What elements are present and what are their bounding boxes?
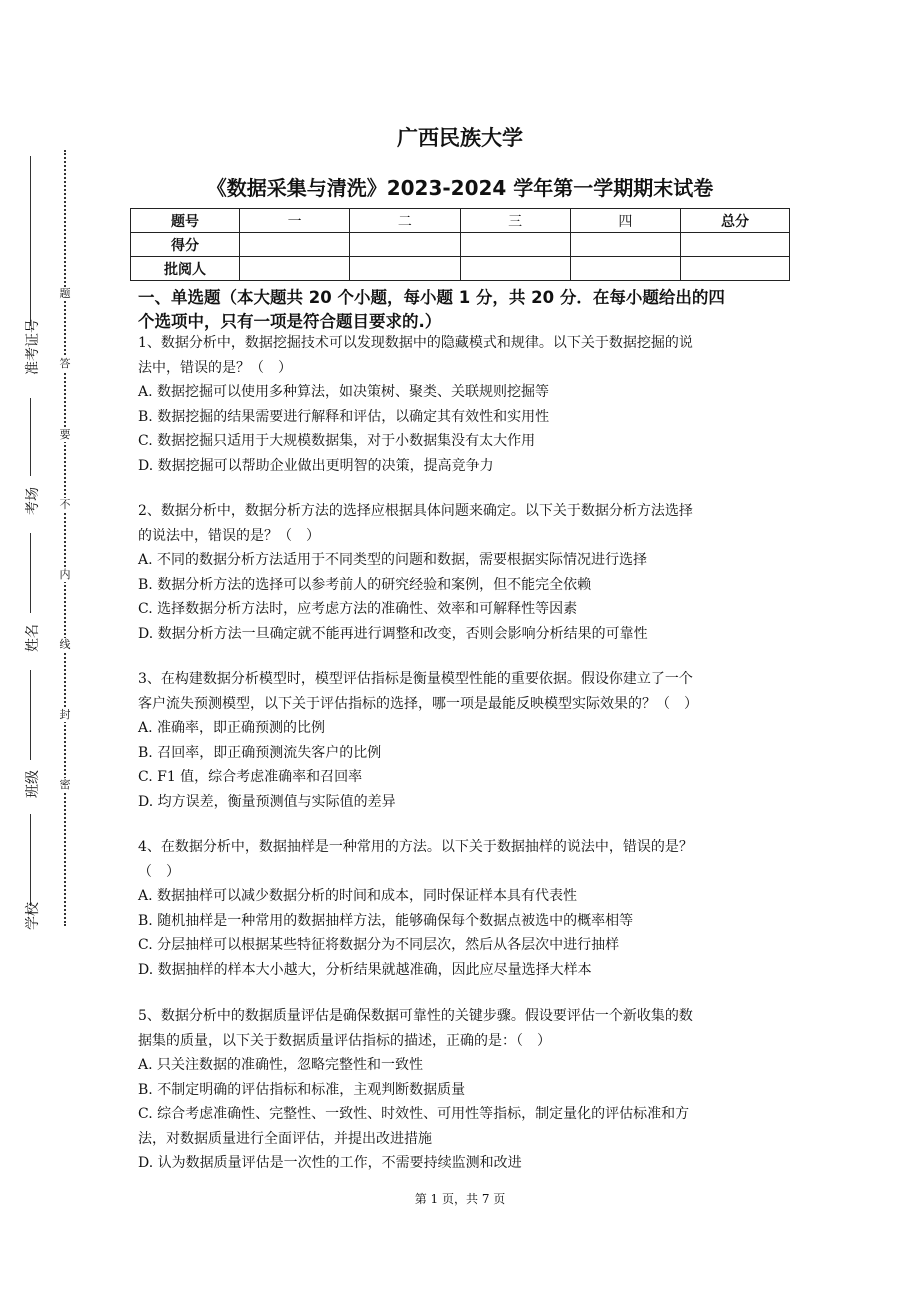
question-stem-line: 据集的质量，以下关于数据质量评估指标的描述，正确的是：（ ） (138, 1032, 551, 1049)
score-cell (460, 233, 570, 257)
seal-char: 内 (59, 568, 71, 581)
page-footer: 第 1 页，共 7 页 (414, 1192, 506, 1206)
question-stem-line: 法中，错误的是？（ ） (138, 359, 292, 376)
section-heading-line: 个选项中，只有一项是符合题目要求的.） (138, 312, 442, 331)
seal-char: 不 (59, 498, 71, 511)
question-stem-line: 4、在数据分析中，数据抽样是一种常用的方法。以下关于数据抽样的说法中，错误的是？ (138, 839, 693, 855)
question-stem-line: 1、数据分析中，数据挖掘技术可以发现数据中的隐藏模式和规律。以下关于数据挖掘的说 (138, 335, 693, 351)
field-label-exam-room: 考场 (25, 487, 41, 515)
question-stem-line: 3、在构建数据分析模型时，模型评估指标是衡量模型性能的重要依据。假设你建立了一个 (138, 671, 693, 687)
option-c: C. F1 值，综合考虑准确率和召回率 (138, 769, 363, 785)
question-stem-line: 客户流失预测模型，以下关于评估指标的选择，哪一项是最能反映模型实际效果的？（ ） (138, 695, 698, 712)
seal-dotted-line (64, 150, 66, 926)
option-a: A. 数据抽样可以减少数据分析的时间和成本，同时保证样本具有代表性 (138, 888, 578, 904)
seal-char: 要 (59, 428, 71, 441)
option-d: D. 数据抽样的样本大小越大，分析结果就越准确，因此应尽量选择大样本 (138, 961, 592, 978)
option-b: B. 数据挖掘的结果需要进行解释和评估，以确定其有效性和实用性 (138, 408, 550, 425)
option-a: A. 不同的数据分析方法适用于不同类型的问题和数据，需要根据实际情况进行选择 (138, 552, 648, 568)
score-col-header: 总分 (681, 209, 790, 233)
option-d: D. 数据分析方法一旦确定就不能再进行调整和改变，否则会影响分析结果的可靠性 (138, 625, 648, 642)
field-line (30, 670, 31, 760)
option-c: C. 选择数据分析方法时，应考虑方法的准确性、效率和可解释性等因素 (138, 601, 578, 617)
option-c: C. 综合考虑准确性、完整性、一致性、时效性、可用性等指标，制定量化的评估标准和方 (138, 1106, 690, 1122)
score-col-header: 三 (460, 209, 570, 233)
seal-char: 答 (59, 357, 71, 370)
option-d: D. 认为数据质量评估是一次性的工作，不需要持续监测和改进 (138, 1155, 522, 1171)
option-c: C. 分层抽样可以根据某些特征将数据分为不同层次，然后从各层次中进行抽样 (138, 937, 620, 953)
section-heading (138, 286, 788, 334)
exam-title: 《数据采集与清洗》2023-2024 学年第一学期期末试卷 (206, 176, 714, 200)
option-a: A. 只关注数据的准确性，忽略完整性和一致性 (138, 1057, 424, 1073)
score-row-header: 批阅人 (131, 257, 240, 281)
university-name: 广西民族大学 (397, 126, 523, 150)
option-c: C. 数据挖掘只适用于大规模数据集，对于小数据集没有太大作用 (138, 433, 536, 449)
seal-char: 密 (59, 778, 71, 791)
option-c-continued: 法，对数据质量进行全面评估，并提出改进措施 (138, 1130, 432, 1147)
score-cell (460, 257, 570, 281)
field-label-school: 学校 (25, 902, 41, 930)
score-col-header: 题号 (131, 209, 240, 233)
score-table-row (131, 233, 790, 257)
question-1 (138, 331, 788, 478)
option-b: B. 数据分析方法的选择可以参考前人的研究经验和案例，但不能完全依赖 (138, 576, 592, 593)
option-d: D. 均方误差，衡量预测值与实际值的差异 (138, 793, 396, 810)
question-stem-line: （ ） (138, 863, 180, 880)
option-b: B. 召回率，即正确预测流失客户的比例 (138, 744, 382, 761)
question-5 (138, 1004, 788, 1176)
seal-char: 题 (59, 287, 71, 300)
score-col-header: 一 (240, 209, 350, 233)
option-d: D. 数据挖掘可以帮助企业做出更明智的决策，提高竞争力 (138, 457, 494, 474)
score-cell (681, 233, 790, 257)
score-cell (350, 233, 460, 257)
score-cell (570, 233, 680, 257)
score-col-header: 四 (570, 209, 680, 233)
question-3 (138, 667, 788, 814)
binding-strip (0, 150, 80, 930)
option-a: A. 数据挖掘可以使用多种算法，如决策树、聚类、关联规则挖掘等 (138, 384, 550, 400)
score-table-header-row (131, 209, 790, 233)
question-stem-line: 的说法中，错误的是？（ ） (138, 527, 320, 544)
field-line (30, 533, 31, 613)
field-label-class: 班级 (25, 770, 41, 798)
question-2 (138, 499, 788, 646)
field-line (30, 398, 31, 476)
seal-char: 封 (59, 708, 71, 721)
score-row-header: 得分 (131, 233, 240, 257)
seal-char: 线 (59, 638, 71, 651)
score-table (130, 208, 790, 281)
question-4 (138, 835, 788, 982)
score-cell (350, 257, 460, 281)
score-col-header: 二 (350, 209, 460, 233)
score-cell (570, 257, 680, 281)
option-b: B. 不制定明确的评估指标和标准，主观判断数据质量 (138, 1081, 466, 1098)
field-label-name: 姓名 (25, 624, 41, 652)
score-cell (240, 233, 350, 257)
question-stem-line: 2、数据分析中，数据分析方法的选择应根据具体问题来确定。以下关于数据分析方法选择 (138, 503, 693, 519)
section-heading-line: 一、单选题（本大题共 20 个小题，每小题 1 分，共 20 分．在每小题给出的四 (138, 288, 725, 307)
option-a: A. 准确率，即正确预测的比例 (138, 720, 326, 736)
score-cell (681, 257, 790, 281)
field-label-exam-number: 准考证号 (25, 319, 41, 375)
option-b: B. 随机抽样是一种常用的数据抽样方法，能够确保每个数据点被选中的概率相等 (138, 912, 634, 929)
score-table-row (131, 257, 790, 281)
field-line (30, 814, 31, 906)
score-cell (240, 257, 350, 281)
question-stem-line: 5、数据分析中的数据质量评估是确保数据可靠性的关键步骤。假设要评估一个新收集的数 (138, 1008, 693, 1024)
